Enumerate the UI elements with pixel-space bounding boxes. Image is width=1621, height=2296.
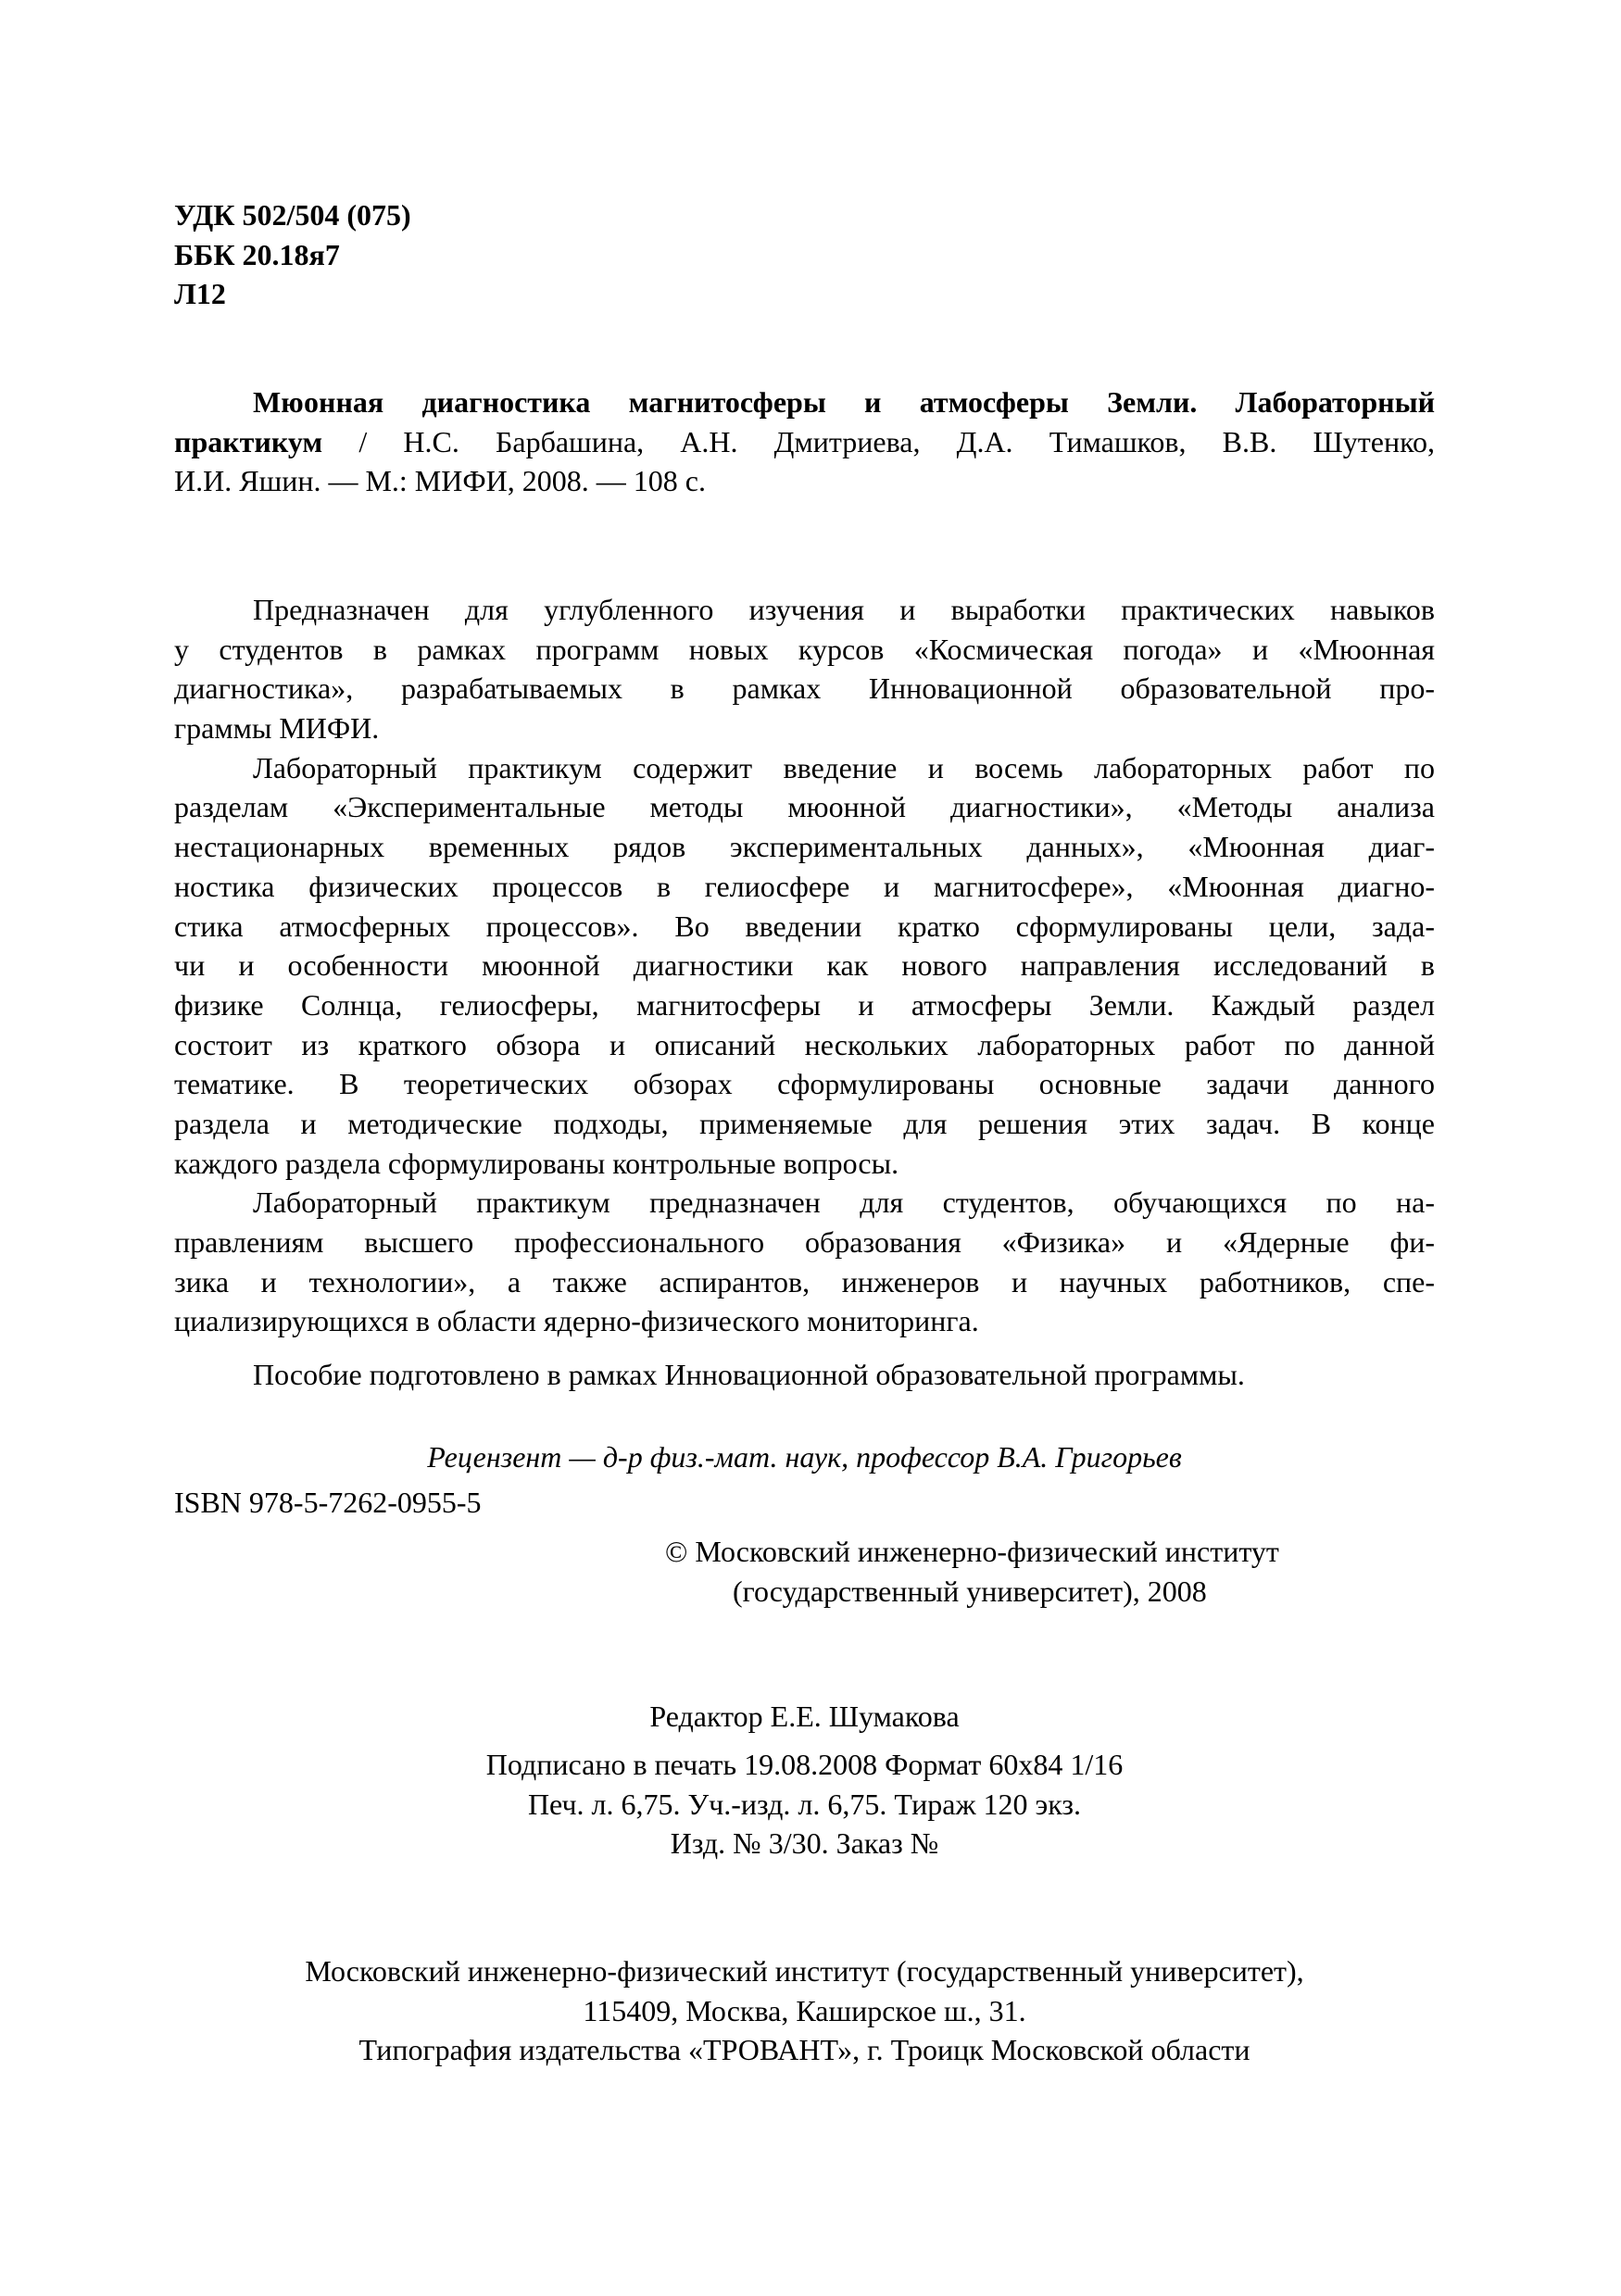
abstract-line: граммы МИФИ. — [174, 711, 380, 746]
copyright-line: (государственный университет), 2008 — [733, 1574, 1207, 1608]
citation-title-end: практикум — [174, 424, 323, 458]
abstract-line: у студентов в рамках программ новых курсов «Космическая погода» и «Мюонная — [174, 632, 1435, 666]
abstract-line: диагностика», разрабатываемых в рамках Инновационной образовательной про- — [174, 671, 1435, 706]
abstract-line: раздела и методические подходы, применяемые для решения этих задач. В конце — [174, 1106, 1435, 1140]
abstract-line: физике Солнца, гелиосферы, магнитосферы и атмосферы Земли. Каждый раздел — [174, 987, 1435, 1022]
bibliographic-citation — [174, 383, 1435, 501]
citation-authors: / Н.С. Барбашина, А.Н. Дмитриева, Д.А. Тимашков, В.В. Шутенко, — [322, 424, 1435, 458]
author-mark: Л12 — [174, 277, 226, 311]
classification-codes — [174, 195, 1435, 314]
abstract-line: нестационарных временных рядов экспериментальных данных», «Мюонная диаг- — [174, 830, 1435, 864]
abstract-line: чи и особенности мюонной диагностики как нового направления исследований в — [174, 948, 1435, 983]
copyright — [174, 1532, 1435, 1611]
abstract-line: тематике. В теоретических обзорах сформулированы основные задачи данного — [174, 1067, 1435, 1101]
citation-authors-line — [174, 422, 1435, 462]
isbn-number: ISBN 978-5-7262-0955-5 — [174, 1486, 482, 1519]
copyright-line: © Московский инженерно-физический институт — [665, 1535, 1279, 1568]
abstract-line: Предназначен для углубленного изучения и выработки практических навыков — [253, 593, 1435, 626]
sheets-line: Печ. л. 6,75. Уч.-изд. л. 6,75. Тираж 120 экз. — [527, 1787, 1082, 1821]
abstract-line: Лабораторный практикум предназначен для студентов, обучающихся по на- — [253, 1186, 1435, 1220]
reviewer-line: Рецензент — д-р физ.-мат. наук, профессор В.А. Григорьев — [427, 1440, 1182, 1474]
editor-line: Редактор Е.Е. Шумакова — [649, 1700, 960, 1733]
bbk-code: ББК 20.18я7 — [174, 237, 340, 271]
order-line: Изд. № 3/30. Заказ № — [670, 1826, 939, 1861]
abstract-line: ностика физических процессов в гелиосфере и магнитосфере», «Мюонная диагно- — [174, 869, 1435, 903]
abstract-line: разделам «Экспериментальные методы мюонной диагностики», «Методы анализа — [174, 790, 1435, 824]
abstract-line: правлениям высшего профессионального образования «Физика» и «Ядерные фи- — [174, 1225, 1435, 1259]
abstract-line: Лабораторный практикум содержит введение и восемь лабораторных работ по — [253, 750, 1435, 784]
abstract-line: стика атмосферных процессов». Во введении кратко сформулированы цели, зада- — [174, 909, 1435, 943]
publisher-address: 115409, Москва, Каширское ш., 31. — [583, 1993, 1026, 2027]
abstract-line: Пособие подготовлено в рамках Инновационной образовательной программы. — [253, 1358, 1245, 1391]
publisher-line: Московский инженерно-физический институт (государственный университет), — [305, 1954, 1304, 1988]
editor — [174, 1697, 1435, 1737]
isbn — [174, 1483, 1435, 1523]
abstract — [174, 590, 1435, 1341]
imprint — [174, 1745, 1435, 1863]
citation-title-line: Мюонная диагностика магнитосферы и атмосферы Земли. Лабораторный — [253, 385, 1435, 419]
abstract-final-paragraph — [174, 1355, 1435, 1395]
abstract-line: циализирующихся в области ядерно-физического мониторинга. — [174, 1304, 979, 1338]
printing-house: Типография издательства «ТРОВАНТ», г. Троицк Московской области — [358, 2033, 1250, 2067]
publisher — [174, 1951, 1435, 2070]
reviewer — [174, 1437, 1435, 1477]
citation-publication-line: И.И. Яшин. — М.: МИФИ, 2008. — 108 с. — [174, 464, 706, 498]
abstract-line: зика и технологии», а также аспирантов, инженеров и научных работников, спе- — [174, 1264, 1435, 1299]
abstract-line: состоит из краткого обзора и описаний нескольких лабораторных работ по данной — [174, 1027, 1435, 1061]
abstract-line: каждого раздела сформулированы контрольные вопросы. — [174, 1146, 899, 1180]
udk-code: УДК 502/504 (075) — [174, 198, 411, 232]
signed-line: Подписано в печать 19.08.2008 Формат 60x84 1/16 — [485, 1748, 1124, 1781]
